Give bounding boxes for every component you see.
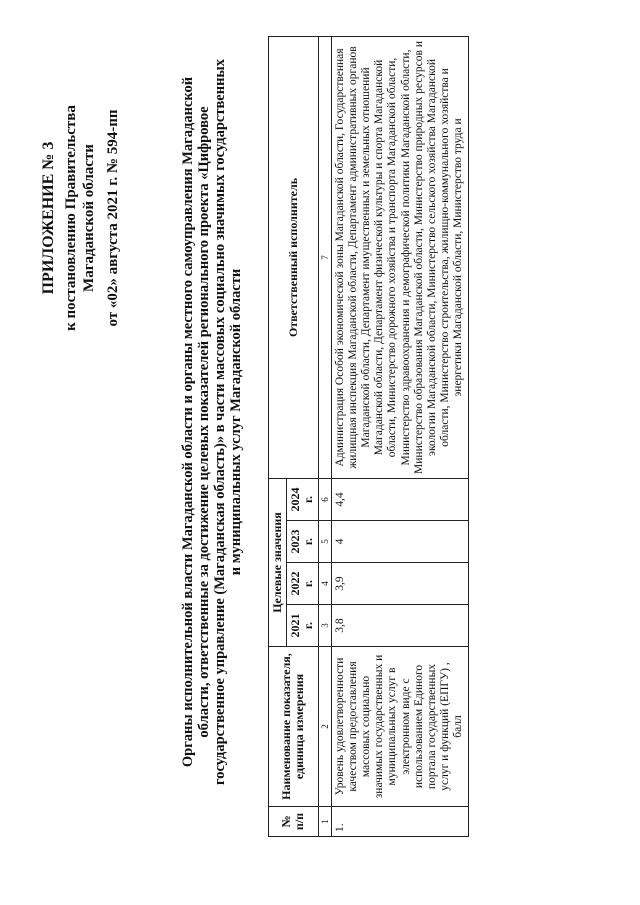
col-number: 3 xyxy=(318,605,331,647)
header-2021: 2021 г. xyxy=(287,605,318,647)
col-number: 7 xyxy=(318,36,331,478)
col-number: 1 xyxy=(318,807,331,837)
row-value-2024: 4,4 xyxy=(331,478,468,520)
header-row xyxy=(269,36,287,836)
document-title: Органы исполнительной власти Магаданской области и органы местного самоуправления Магаданской области, ответственные за достижение целевых показателей регионального проекта «Цифровое государственное управление (Магаданская область)» в части массовых социально значимых государственных и муниципальных услуг Магаданской области xyxy=(180,58,244,786)
header-2022: 2022 г. xyxy=(287,563,318,605)
row-value-2023: 4 xyxy=(331,521,468,563)
appendix-line-2: Магаданской области xyxy=(81,144,97,292)
row-executor: Администрация Особой экономической зоны Магаданской области, Государственная жилищная инспекция Магаданской области, Департамент административных органов Магаданской области, Департамент имущественных и земельных отношений Магаданской области, Департамент физической культуры и спорта Магаданской области, Министерство дорожного хозяйства и транспорта Магаданской области, Министерство здравоохранения и демографической политики Магаданской области, Министерство образования Магаданской области, Министерство природных ресурсов и экологии Магаданской области, Министерство сельского хозяйства Магаданской области, Министерство строительства, жилищно-коммунального хозяйства и энергетики Магаданской области, Министерство труда и xyxy=(331,36,468,478)
header-executor: Ответственный исполнитель xyxy=(269,36,319,478)
header-2023: 2023 г. xyxy=(287,521,318,563)
header-2024: 2024 г. xyxy=(287,478,318,520)
appendix-block xyxy=(40,68,122,368)
header-num: № п/п xyxy=(269,807,319,837)
col-number: 6 xyxy=(318,478,331,520)
table-row xyxy=(331,36,468,836)
header-targets: Целевые значения xyxy=(269,478,287,646)
header-name: Наименование показателя, единица измерения xyxy=(269,647,319,807)
targets-table xyxy=(268,36,469,837)
appendix-title: ПРИЛОЖЕНИЕ № 3 xyxy=(40,141,57,295)
col-number: 2 xyxy=(318,647,331,807)
appendix-date: от «02» августа 2021 г. № 594-пп xyxy=(105,109,121,327)
row-indicator-name: Уровень удовлетворенности качеством предоставления массовых социально значимых государственных и муниципальных услуг в электронном виде с использованием Единого портала государственных услуг и функций (ЕПГУ) , балл xyxy=(331,647,468,807)
row-num: 1. xyxy=(331,807,468,837)
col-number: 4 xyxy=(318,563,331,605)
row-value-2022: 3,9 xyxy=(331,563,468,605)
column-number-row xyxy=(318,36,331,836)
col-number: 5 xyxy=(318,521,331,563)
appendix-line-1: к постановлению Правительства xyxy=(63,105,79,331)
row-value-2021: 3,8 xyxy=(331,605,468,647)
